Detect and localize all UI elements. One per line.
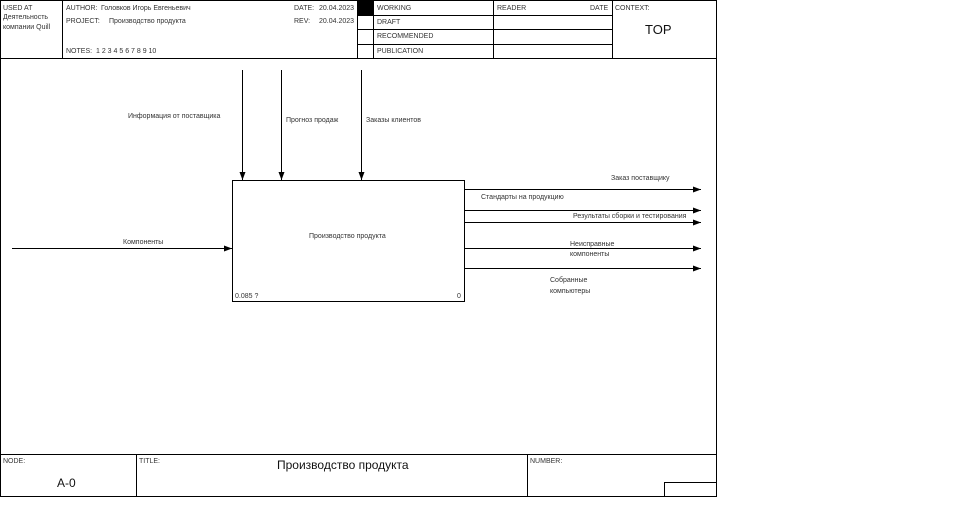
number-label: NUMBER: [530, 458, 563, 465]
status-draft: DRAFT [377, 19, 401, 26]
author-value: Головков Игорь Евгеньевич [101, 5, 191, 12]
reader-label: READER [497, 5, 527, 12]
working-status-marker [358, 1, 373, 15]
reader-date-label: DATE [590, 5, 609, 12]
output-label-test-results: Результаты сборки и тестирования [573, 213, 687, 220]
project-label: PROJECT: [66, 18, 100, 25]
notes-value: 1 2 3 4 5 6 7 8 9 10 [96, 48, 157, 55]
activity-title: Производство продукта [309, 233, 386, 240]
used-at-label: USED AT [3, 5, 33, 12]
activity-cost: 0.085 ? [235, 293, 259, 300]
status-publication: PUBLICATION [377, 48, 424, 55]
output-label-assembled-line1: Собранные [550, 277, 588, 284]
context-label: CONTEXT: [615, 5, 650, 12]
output-label-faulty-line2: компоненты [570, 251, 610, 258]
control-label-supplier-info: Информация от поставщика [128, 113, 221, 120]
activity-number: 0 [457, 293, 461, 300]
rev-label: REV: [294, 18, 311, 25]
notes-label: NOTES: [66, 48, 93, 55]
used-at-value-line2: компании Quill [3, 24, 51, 31]
control-label-sales-forecast: Прогноз продаж [286, 117, 339, 124]
diagram-title: Производство продукта [277, 458, 409, 472]
status-recommended: RECOMMENDED [377, 33, 434, 40]
rev-value: 20.04.2023 [319, 18, 355, 25]
title-label: TITLE: [139, 458, 161, 465]
input-label-components: Компоненты [123, 239, 164, 246]
status-working: WORKING [377, 5, 412, 12]
output-label-assembled-line2: компьютеры [550, 288, 591, 295]
control-label-customer-orders: Заказы клиентов [366, 117, 421, 124]
node-label: NODE: [3, 458, 26, 465]
project-value: Производство продукта [109, 18, 186, 25]
output-label-faulty-line1: Неисправные [570, 241, 615, 248]
output-label-standards: Стандарты на продукцию [481, 194, 564, 201]
author-label: AUTHOR: [66, 5, 98, 12]
used-at-value-line1: Деятельность [3, 14, 49, 21]
node-value: A-0 [57, 476, 76, 490]
date-label: DATE: [294, 5, 315, 12]
output-label-supplier-order: Заказ поставщику [611, 175, 670, 182]
date-value: 20.04.2023 [319, 5, 355, 12]
context-value: TOP [645, 22, 672, 37]
